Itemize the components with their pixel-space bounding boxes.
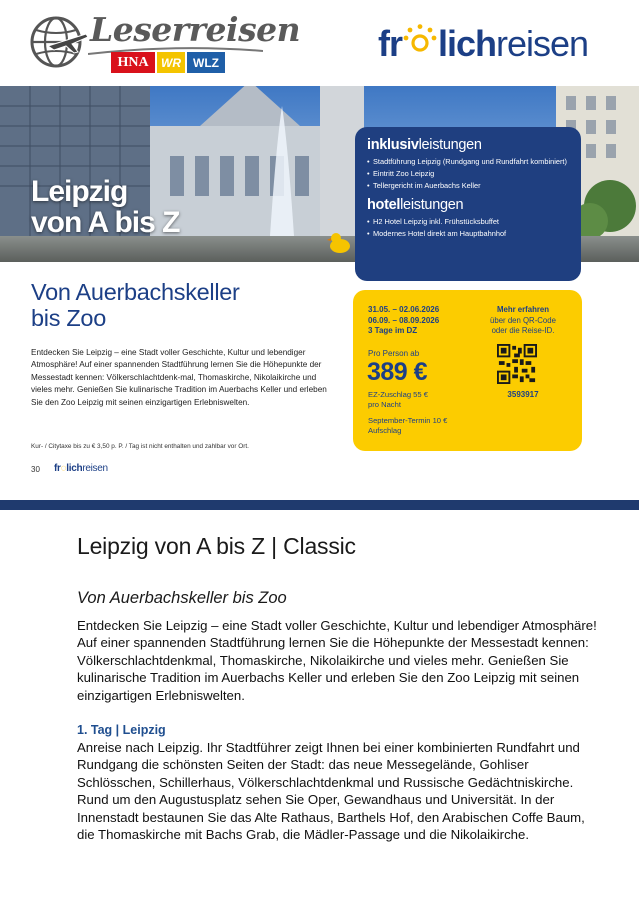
hotel-item: • H2 Hotel Leipzig inkl. Frühstücksbuffet: [367, 217, 569, 227]
inclusive-services-box: [355, 127, 581, 281]
sun-icon: [403, 24, 437, 58]
travel-duration: 3 Tage im DZ: [368, 326, 418, 335]
print-intro-text: Entdecken Sie Leipzig – eine Stadt voller Geschichte, Kultur und lebendiger Atmosphäre! Auf einer spannenden Stadtführung lernen Sie die Höhepunkte der Messestadt kennen: Völkerschlachtdenk-mal, Thomaskirche, Nikolaikirche und vieles mehr. Genießen Sie kulinarische Tradition im Auerbachs Keller und erleben Sie den Zoo Leipzig mit seinen einzigartigen Erlebniswelten.: [31, 348, 327, 407]
description-intro: Entdecken Sie Leipzig – eine Stadt voller Geschichte, Kultur und lebendiger Atmosphäre! Auf einer spannenden Stadtführung lernen Sie die Höhepunkte der Messestadt kennen: Völkerschlachtdenkmal, Thomaskirche, Nikolaikirche und vieles mehr. Genießen Sie kulinarische Tradition im Auerbachs Keller und erleben Sie den Zoo Leipzig mit seinen einzigartigen Erlebniswelten.: [77, 618, 597, 703]
page-divider: [0, 500, 639, 510]
more-info-heading: Mehr erfahren: [497, 305, 549, 314]
supplement-line2: pro Nacht: [368, 400, 401, 409]
surcharge-line2: Aufschlag: [368, 426, 402, 435]
brand-part-lich: lich: [438, 23, 497, 64]
footer-sun-icon: ◌: [60, 463, 67, 474]
inclusive-item: • Stadtführung Leipzig (Rundgang und Rundfahrt kombiniert): [367, 157, 569, 167]
leserreisen-wordmark: Leserreisen: [90, 10, 301, 49]
brand-part-fr: fr: [378, 23, 402, 64]
brand-part-reisen: reisen: [496, 23, 589, 64]
page-number: 30: [31, 465, 40, 474]
leserreisen-logo: [28, 10, 301, 76]
inclusive-item: • Eintritt Zoo Leipzig: [367, 169, 569, 179]
inclusive-list: [367, 157, 569, 191]
hotel-item: • Modernes Hotel direkt am Hauptbahnhof: [367, 229, 569, 239]
hero-title-line2: von A bis Z: [31, 206, 180, 239]
more-info: [477, 305, 569, 337]
hero-title: [31, 176, 179, 238]
print-subtitle-line2: bis Zoo: [31, 305, 106, 331]
hero-title-line1: Leipzig: [31, 175, 128, 208]
qr-code-icon[interactable]: [497, 344, 537, 384]
hotel-heading-bold: hotel: [367, 196, 401, 213]
newspaper-badges: [111, 52, 225, 73]
footer-brand-reisen: reisen: [82, 463, 108, 474]
print-subtitle-line1: Von Auerbachskeller: [31, 279, 240, 305]
badge-wlz: WLZ: [187, 52, 225, 73]
footer-brand-fr: fr: [54, 463, 61, 474]
single-room-supplement: [368, 390, 428, 410]
price-box: [353, 290, 582, 451]
inclusive-item: • Tellergericht im Auerbachs Keller: [367, 181, 569, 191]
description-title: Leipzig von A bis Z | Classic: [77, 533, 356, 559]
price-value: 389 €: [367, 358, 428, 386]
surcharge-line1: September-Termin 10 €: [368, 416, 448, 425]
hotel-list: [367, 217, 569, 239]
globe-airplane-icon: [28, 12, 88, 72]
per-person-label: Pro Person ab: [368, 349, 420, 358]
tax-note: Kur- / Citytaxe bis zu € 3,50 p. P. / Tag ist nicht enthalten und zahlbar vor Ort.: [31, 443, 249, 450]
more-info-line1: über den QR-Code: [490, 315, 556, 325]
trip-id: 3593917: [507, 390, 539, 399]
more-info-line2: oder die Reise-ID.: [491, 326, 555, 335]
travel-date-2: 06.09. – 08.09.2026: [368, 315, 440, 325]
description-subtitle: Von Auerbachskeller bis Zoo: [77, 589, 287, 607]
travel-date-1: 31.05. – 02.06.2026: [368, 305, 440, 314]
footer-brand-logo: [54, 463, 108, 474]
hotel-heading-rest: leistungen: [400, 196, 464, 213]
hotel-heading: [367, 197, 569, 213]
day1-text: Anreise nach Leipzig. Ihr Stadtführer zeigt Ihnen bei einer kombinierten Rundfahrt und Rundgang die schönsten Seiten der Stadt: das neue Messegelände, Gohliser Schlösschen, Schillerhaus, Völkerschlachtdenkmal und Russische Gedächtniskirche. Rund um den Augustusplatz sehen Sie Oper, Gewandhaus und Universität. In der Innenstadt bestaunen Sie das Alte Rathaus, Barthels Hof, den Arabischen Coffe Baum, die Thomaskirche mit Bachs Grab, die Mädler-Passage und die Nikolaikirche.: [77, 740, 585, 843]
inclusive-heading-bold: inklusiv: [367, 137, 419, 153]
froehlich-reisen-logo: [378, 22, 588, 66]
september-surcharge: [368, 416, 447, 436]
badge-wr: WR: [157, 52, 185, 73]
day1-heading: 1. Tag | Leipzig: [77, 723, 166, 737]
footer-brand-lich: lich: [66, 463, 83, 474]
badge-hna: HNA: [111, 52, 155, 73]
travel-dates: [368, 305, 439, 337]
inclusive-heading-rest: leistungen: [418, 137, 482, 153]
inclusive-heading: [367, 137, 569, 153]
supplement-line1: EZ-Zuschlag 55 €: [368, 390, 428, 399]
print-subtitle: [31, 279, 240, 331]
header: [0, 0, 639, 86]
